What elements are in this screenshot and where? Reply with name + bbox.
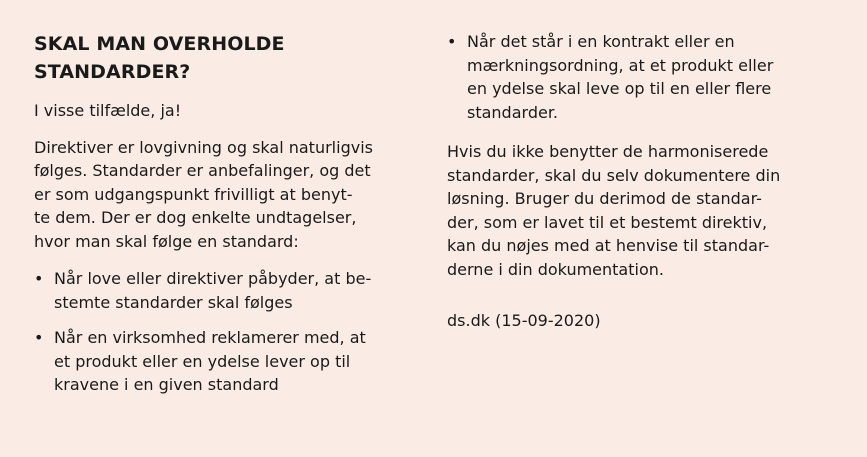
- list-item: [34, 326, 414, 397]
- section-heading: SKAL MAN OVERHOLDE STANDARDER?: [34, 33, 285, 83]
- body-paragraph: Direktiver er lovgivning og skal naturligvis følges. Standarder er anbefalinger, og det er som udgangspunkt frivilligt at benyt- te dem. Der er dog enkelte undtagelser, hvor man skal følge en standard:: [34, 137, 373, 251]
- list-item-text: Når det står i en kontrakt eller en mærkningsordning, at et produkt eller en ydelse skal leve op til en eller flere standarder.: [467, 32, 774, 122]
- bullet-list: [447, 30, 847, 124]
- body-paragraph: Hvis du ikke benytter de harmoniserede standarder, skal du selv dokumentere din løsning. Bruger du derimod de standar- der, som er lavet til et bestemt direktiv, kan du nøjes med at henvise til standar- derne i din dokumentation.: [447, 142, 781, 279]
- bullet-icon: •: [447, 32, 457, 51]
- list-item: [447, 30, 847, 124]
- intro-text: I visse tilfælde, ja!: [34, 101, 182, 120]
- list-item: [34, 267, 414, 314]
- source-citation: ds.dk (15-09-2020): [447, 311, 601, 330]
- bullet-icon: •: [34, 269, 44, 288]
- bullet-list: [34, 267, 414, 397]
- left-column: [34, 30, 414, 397]
- list-item-text: Når love eller direktiver påbyder, at be- stemte standarder skal følges: [54, 269, 372, 312]
- bullet-icon: •: [34, 328, 44, 347]
- right-column: [447, 30, 847, 333]
- list-item-text: Når en virksomhed reklamerer med, at et produkt eller en ydelse lever op til kravene i en given standard: [54, 328, 366, 394]
